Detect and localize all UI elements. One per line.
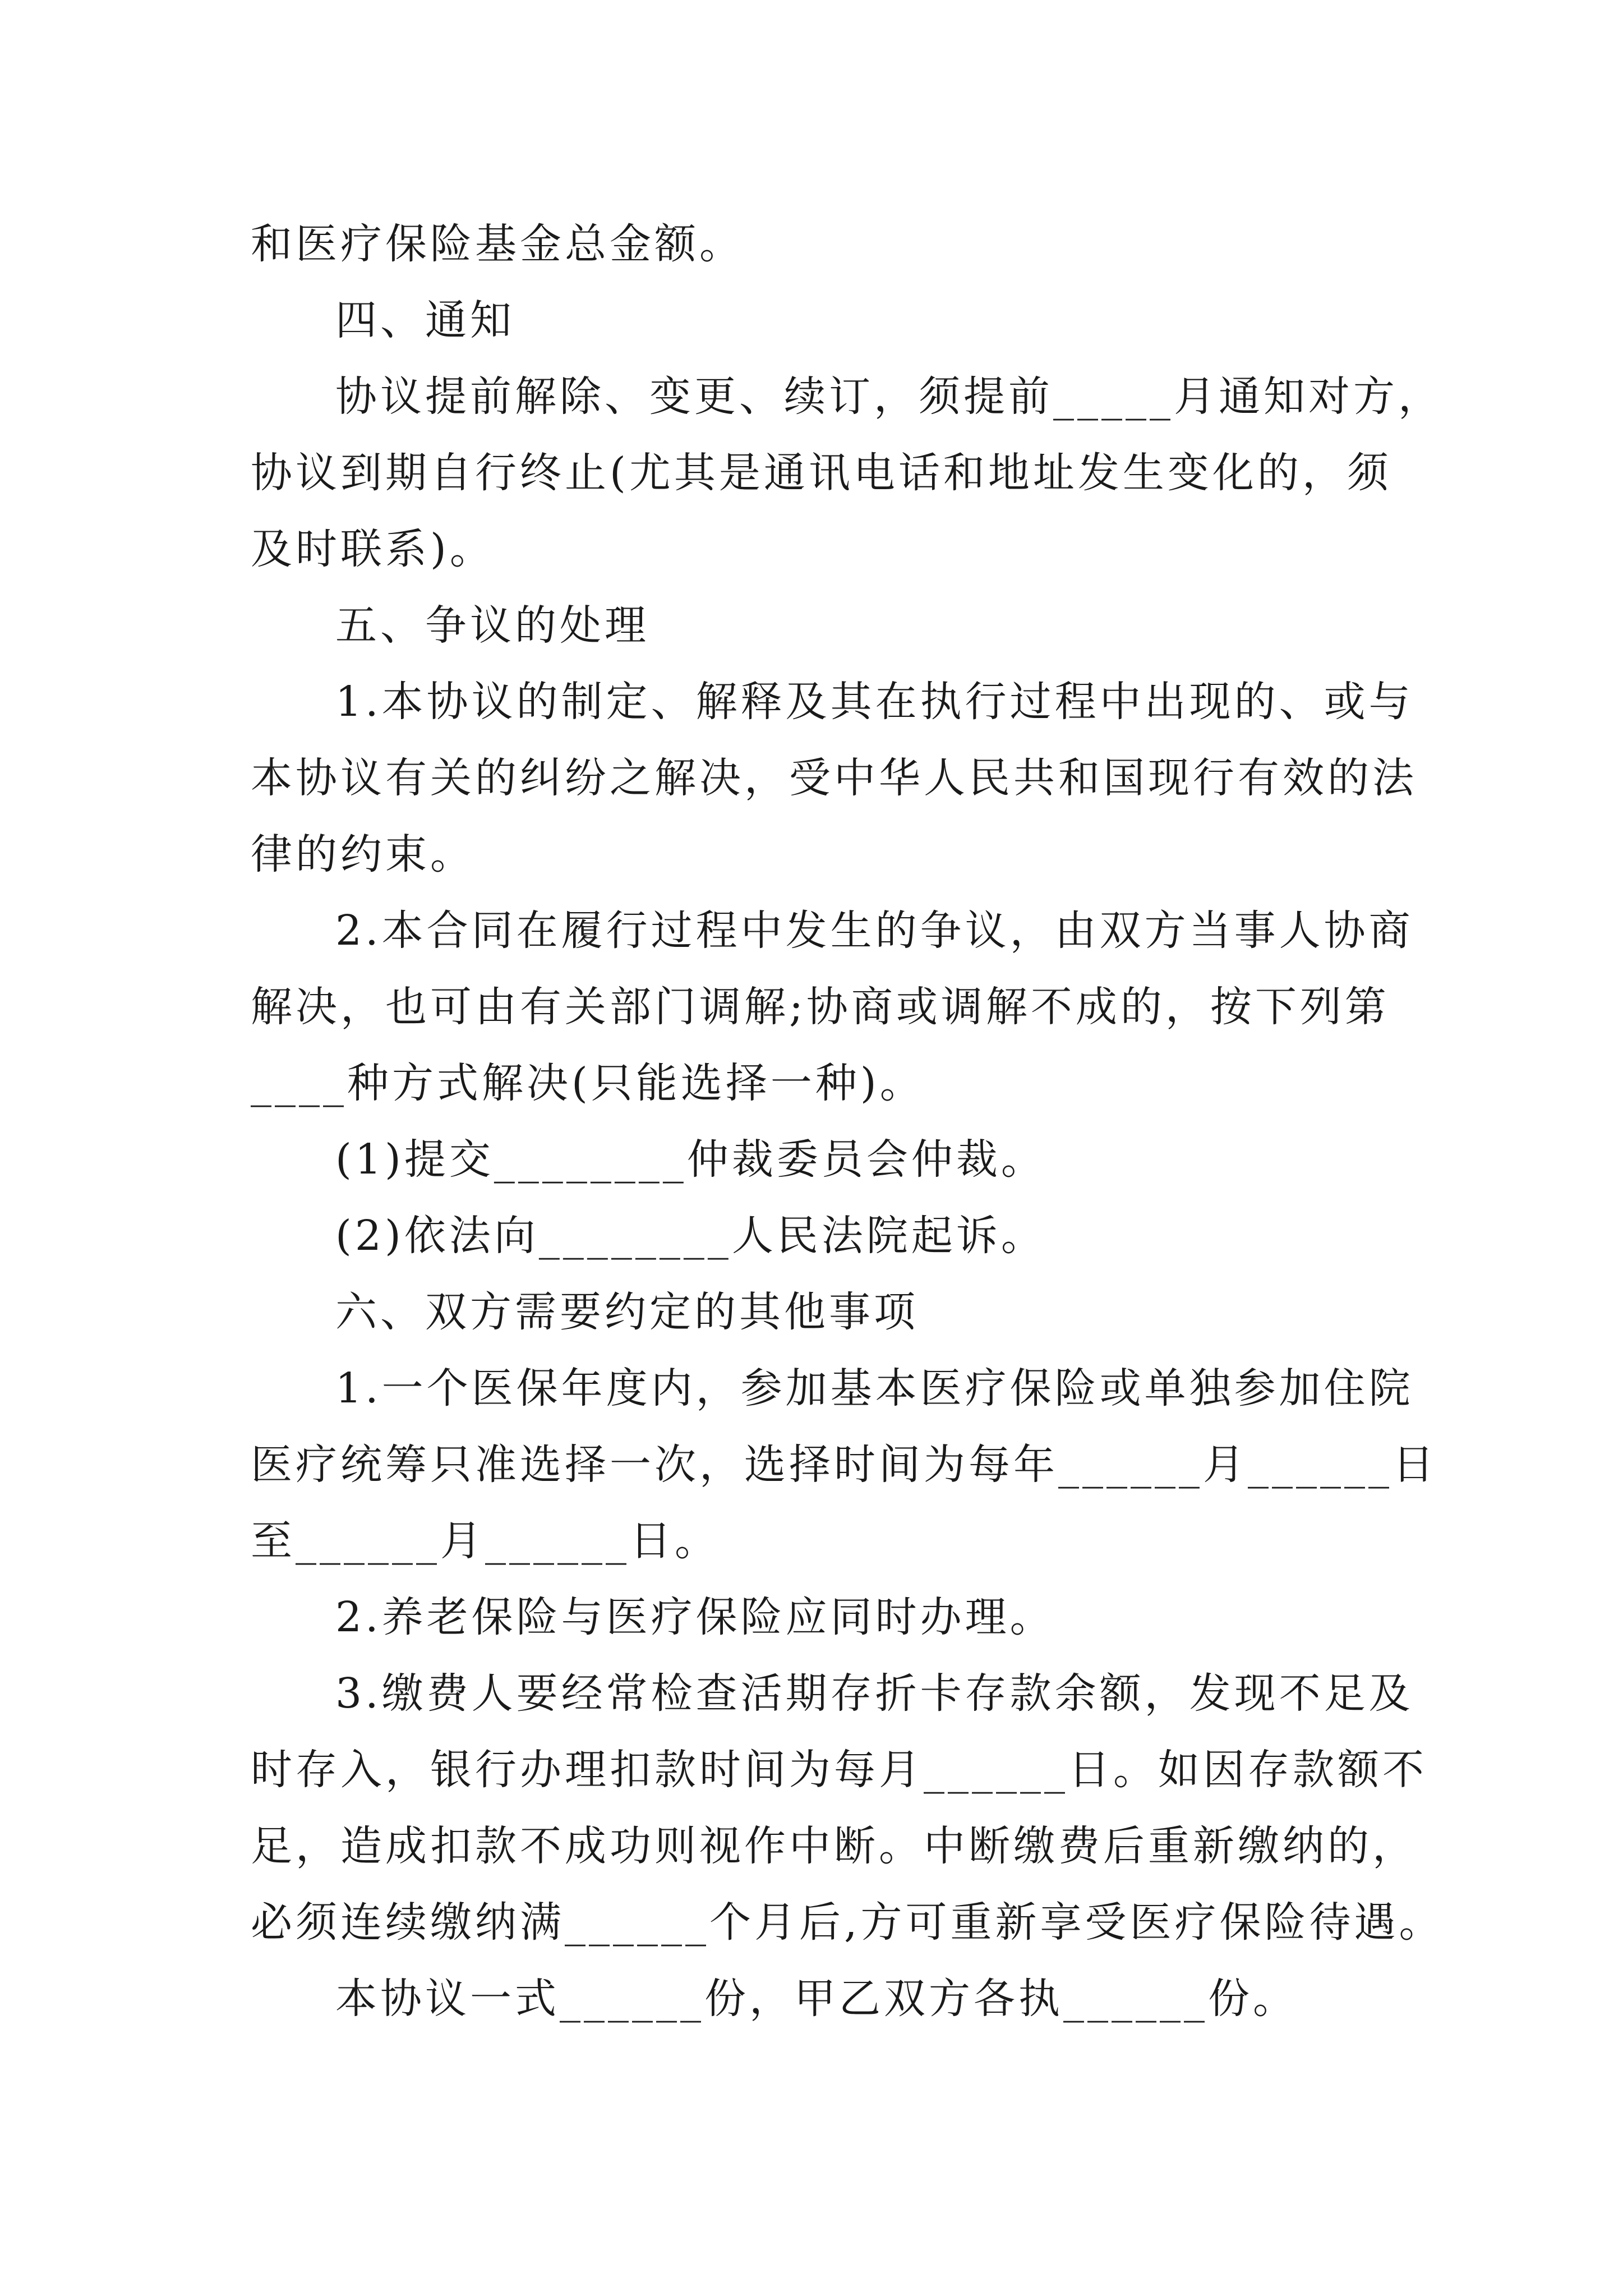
text-line: 足，造成扣款不成功则视作中断。中断缴费后重新缴纳的， [251, 1822, 1417, 1870]
option-arbitration: (1)提交________仲裁委员会仲裁。 [335, 1135, 1046, 1184]
text-line: 1.本协议的制定、解释及其在执行过程中出现的、或与 [335, 678, 1414, 726]
text-line: ____种方式解决(只能选择一种)。 [251, 1059, 925, 1107]
section-heading-other: 六、双方需要约定的其他事项 [335, 1288, 919, 1336]
section-heading-dispute: 五、争议的处理 [335, 601, 649, 650]
text-line: 必须连续缴纳满______个月后,方可重新享受医疗保险待遇。 [251, 1898, 1444, 1947]
text-line: 和医疗保险基金总金额。 [251, 220, 744, 268]
text-line: 2.本合同在履行过程中发生的争议，由双方当事人协商 [335, 907, 1414, 955]
text-line: 及时联系)。 [251, 525, 495, 573]
text-line: 时存入，银行办理扣款时间为每月______日。如因存款额不 [251, 1746, 1427, 1794]
text-line: 3.缴费人要经常检查活期存折卡存款余额，发现不足及 [335, 1669, 1414, 1718]
section-heading-notice: 四、通知 [335, 296, 515, 344]
option-court: (2)依法向________人民法院起诉。 [335, 1212, 1046, 1260]
text-line: 本协议有关的纠纷之解决，受中华人民共和国现行有效的法 [251, 754, 1417, 802]
text-line: 医疗统筹只准选择一次，选择时间为每年______月______日 [251, 1441, 1437, 1489]
text-line: 2.养老保险与医疗保险应同时办理。 [335, 1593, 1055, 1641]
text-line: 解决，也可由有关部门调解;协商或调解不成的，按下列第 [251, 983, 1390, 1031]
text-line: 1.一个医保年度内，参加基本医疗保险或单独参加住院 [335, 1364, 1414, 1412]
text-line: 协议到期自行终止(尤其是通讯电话和地址发生变化的，须 [251, 449, 1392, 497]
copies-clause: 本协议一式______份，甲乙双方各执______份。 [335, 1975, 1298, 2023]
text-line: 协议提前解除、变更、续订，须提前_____月通知对方， [335, 372, 1443, 421]
text-line: 律的约束。 [251, 830, 475, 878]
text-line: 至______月______日。 [251, 1517, 720, 1565]
